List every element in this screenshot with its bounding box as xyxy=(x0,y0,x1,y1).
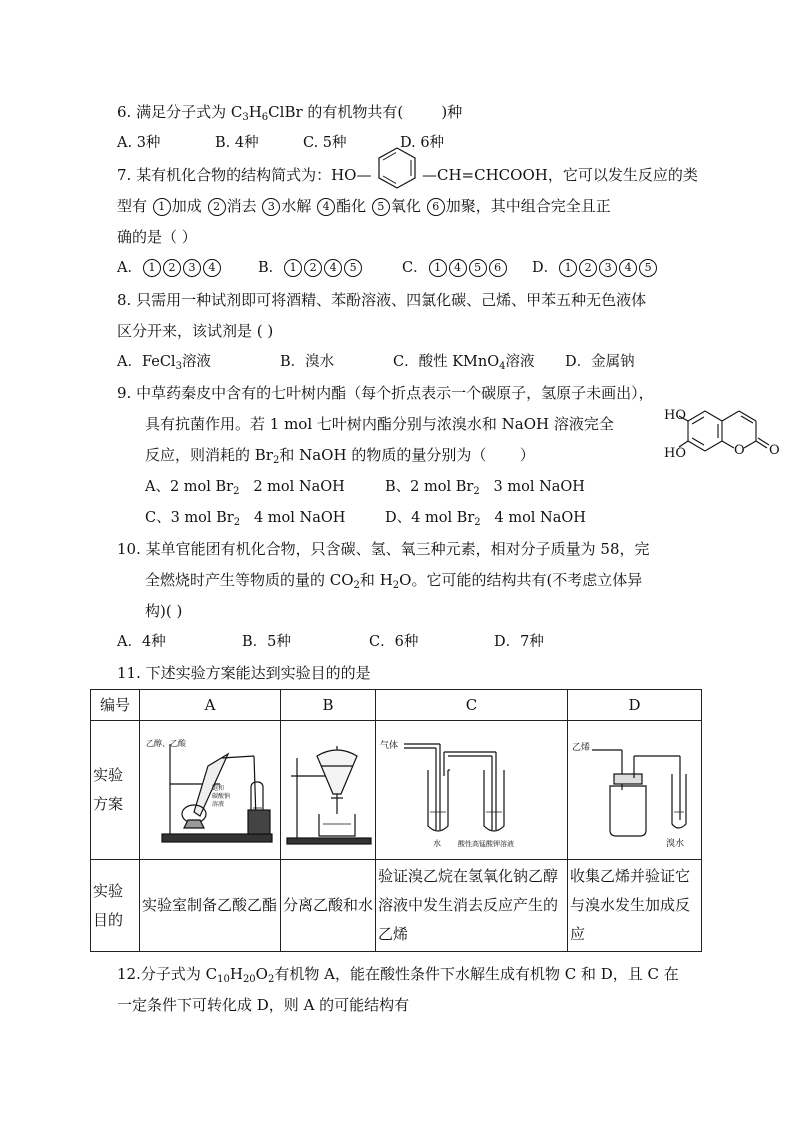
water-label: 水 xyxy=(433,839,441,848)
header-cell-number: 编号 xyxy=(91,690,140,721)
q8-option-a: A．FeCl$_3$溶液 xyxy=(117,354,211,372)
benzene-ring-icon xyxy=(372,146,422,190)
q7-line1a: 7. 某有机化合物的结构简式为：HO— xyxy=(117,166,372,184)
q7-line3: 确的是（ ） xyxy=(117,228,197,246)
table-header-row xyxy=(91,690,702,721)
q12-line1: 12.分子式为 $C_{10}H_{20}O_2$有机物 A，能在酸性条件下水解生成有机物 C 和 D，且 C 在 xyxy=(117,965,679,985)
table-row-scheme xyxy=(91,721,702,860)
experiment-table xyxy=(90,689,702,952)
q6-option-c: C. 5种 xyxy=(303,135,347,151)
q6-option-a: A. 3种 xyxy=(117,135,161,151)
scheme-cell-d xyxy=(568,721,702,860)
q7-option-d: D． 1 2 3 4 5 xyxy=(532,257,658,279)
q7-line1b: —CH=CHCOOH，它可以发生反应的类 xyxy=(422,166,698,184)
solution-label: 饱和 xyxy=(212,785,225,792)
svg-text:碳酸钠: 碳酸钠 xyxy=(212,793,231,800)
q8-line2: 区分开来，该试剂是 ( ) xyxy=(117,322,274,340)
purpose-cell-b: 分离乙酸和水 xyxy=(281,860,376,952)
q9-option-d: D、4 mol $Br_2$ 4 mol NaOH xyxy=(385,510,586,528)
header-cell-c: C xyxy=(376,690,568,721)
gas-collection-bottle-icon xyxy=(570,730,699,850)
purpose-cell-c: 验证溴乙烷在氢氧化钠乙醇溶液中发生消去反应产生的乙烯 xyxy=(376,860,568,952)
scheme-cell-a xyxy=(140,721,281,860)
q7-option-a: A． 1 2 3 4 xyxy=(117,257,222,279)
bromine-water-label: 溴水 xyxy=(666,839,685,849)
q6-option-b: B. 4种 xyxy=(215,135,259,151)
header-cell-b: B xyxy=(281,690,376,721)
q9-option-a: A、2 mol $Br_2$ 2 mol NaOH xyxy=(145,479,345,497)
gas-wash-tubes-icon xyxy=(378,730,565,850)
q10-line3: 构)( ) xyxy=(145,602,183,620)
q9-option-c: C、3 mol $Br_2$ 4 mol NaOH xyxy=(145,510,346,528)
q7-option-b: B． 1 2 4 5 xyxy=(258,257,363,279)
gas-label: 气体 xyxy=(380,741,399,751)
hydroxyl-label-bottom: HO xyxy=(664,446,686,461)
q8-line1: 8. 只需用一种试剂即可将酒精、苯酚溶液、四氯化碳、己烯、甲苯五种无色液体 xyxy=(117,291,647,309)
purpose-cell-d: 收集乙烯并验证它与溴水发生加成反应 xyxy=(568,860,702,952)
q12-line2: 一定条件下可转化成 D，则 A 的可能结构有 xyxy=(117,996,410,1014)
q10-option-d: D．7种 xyxy=(494,634,544,650)
q7-option-c: C． 1 4 5 6 xyxy=(402,257,508,279)
scheme-cell-b xyxy=(281,721,376,860)
separatory-funnel-icon xyxy=(283,730,373,850)
scheme-cell-c xyxy=(376,721,568,860)
esterification-apparatus-icon xyxy=(142,730,278,850)
purpose-cell-a: 实验室制备乙酸乙酯 xyxy=(140,860,281,952)
q9-option-b: B、2 mol $Br_2$ 3 mol NaOH xyxy=(385,479,585,497)
q9-line1: 9. 中草药秦皮中含有的七叶树内酯（每个折点表示一个碳原子，氢原子未画出）， xyxy=(117,384,654,402)
q6-option-d: D. 6种 xyxy=(400,135,445,151)
q9-line3: 反应，则消耗的 $Br_2$和 NaOH 的物质的量分别为（ ） xyxy=(145,446,535,466)
q6-stem: 6. 满足分子式为 $C_3H_6ClBr$ 的有机物共有( )种 xyxy=(117,103,463,123)
svg-text:溶液: 溶液 xyxy=(212,801,225,808)
ring-oxygen-label: O xyxy=(734,443,745,458)
q10-option-b: B．5种 xyxy=(242,634,291,650)
q8-option-d: D．金属钠 xyxy=(565,354,635,370)
q9-line2: 具有抗菌作用。若 1 mol 七叶树内酯分别与浓溴水和 NaOH 溶液完全 xyxy=(145,415,614,433)
hydroxyl-label-top: HO xyxy=(664,408,686,423)
kmno4-label: 酸性高锰酸钾溶液 xyxy=(458,840,514,848)
q10-option-a: A．4种 xyxy=(117,634,166,650)
esculetin-structure-icon xyxy=(630,405,780,473)
q10-line1: 10. 某单官能团有机化合物，只含碳、氢、氧三种元素，相对分子质量为 58，完 xyxy=(117,540,650,558)
header-cell-a: A xyxy=(140,690,281,721)
carbonyl-oxygen-label: O xyxy=(769,443,780,458)
q8-option-c: C．酸性 KMnO$_4$溶液 xyxy=(393,354,535,372)
q10-line2: 全燃烧时产生等物质的量的 $CO_2$和 $H_2O$。它可能的结构共有(不考虑立体异 xyxy=(145,571,643,591)
ethylene-label: 乙烯 xyxy=(572,743,591,753)
q7-line2: 型有 1 加成 2 消去 3 水解 4 酯化 5 氧化 6 加聚，其中组合完全且正 xyxy=(117,197,611,215)
q11-stem: 11. 下述实验方案能达到实验目的的是 xyxy=(117,664,371,682)
reagent-label: 乙醇、乙酸 xyxy=(146,739,186,748)
q8-option-b: B．溴水 xyxy=(280,354,335,370)
row-label-purpose: 实验目的 xyxy=(91,860,140,952)
table-row-purpose xyxy=(91,860,702,952)
header-cell-d: D xyxy=(568,690,702,721)
row-label-scheme: 实验方案 xyxy=(91,721,140,860)
q10-option-c: C．6种 xyxy=(369,634,419,650)
